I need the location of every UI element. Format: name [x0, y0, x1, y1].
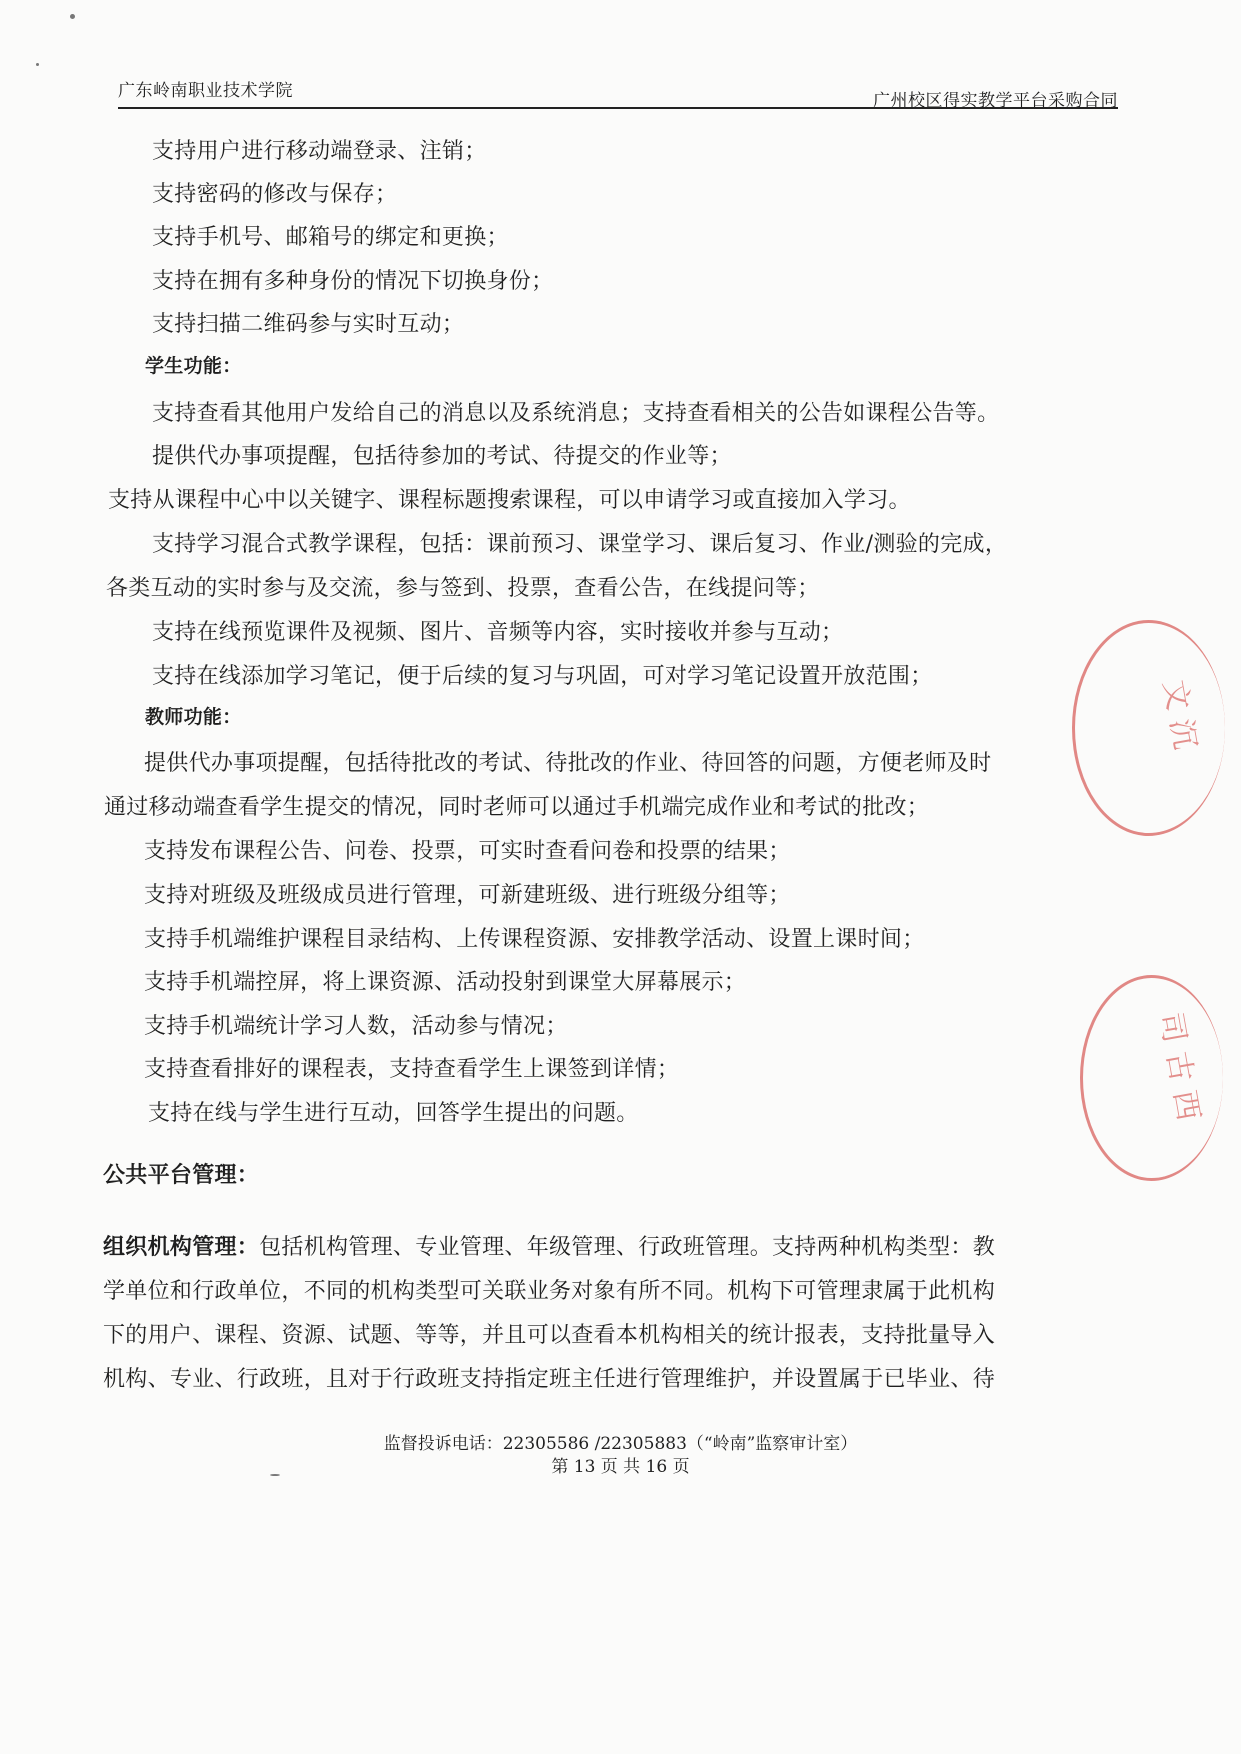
- platform-heading: 公共平台管理：: [103, 1163, 260, 1188]
- org-label: 组织机构管理：: [103, 1235, 260, 1260]
- teacher-item: 提供代办事项提醒，包括待批改的考试、待批改的作业、待回答的问题，方便老师及时: [144, 751, 992, 776]
- teacher-item: 支持在线与学生进行互动，回答学生提出的问题。: [148, 1101, 639, 1126]
- org-line-text: 包括机构管理、专业管理、年级管理、行政班管理。支持两种机构类型：教: [259, 1235, 996, 1260]
- teacher-item: 支持对班级及班级成员进行管理，可新建班级、进行班级分组等；: [144, 883, 791, 908]
- org-paragraph-line: [103, 1230, 995, 1261]
- seal-text-lower: 司 古 西: [1152, 1009, 1206, 1124]
- general-item: 支持密码的修改与保存；: [152, 182, 398, 207]
- teacher-item: 支持手机端维护课程目录结构、上传课程资源、安排教学活动、设置上课时间；: [144, 927, 925, 952]
- footer-page-number: 第 13 页 共 16 页: [551, 1457, 690, 1477]
- header-contract-title: 广州校区得实教学平台采购合同: [873, 91, 1118, 111]
- general-item: 支持手机号、邮箱号的绑定和更换；: [152, 225, 509, 250]
- header-institution: 广东岭南职业技术学院: [118, 81, 293, 101]
- seal-text-upper: 文 沉: [1156, 677, 1203, 752]
- student-heading: 学生功能：: [145, 355, 242, 377]
- teacher-item: 支持发布课程公告、问卷、投票，可实时查看问卷和投票的结果；: [144, 839, 791, 864]
- general-item: 支持在拥有多种身份的情况下切换身份；: [152, 269, 554, 294]
- student-item: 各类互动的实时参与及交流，参与签到、投票，查看公告，在线提问等；: [106, 576, 820, 601]
- student-item: 支持查看其他用户发给自己的消息以及系统消息；支持查看相关的公告如课程公告等。: [152, 401, 1000, 426]
- footer-supervision: 监督投诉电话：22305586 /22305883（“岭南”监察审计室）: [383, 1434, 858, 1454]
- student-item: 支持在线预览课件及视频、图片、音频等内容，实时接收并参与互动；: [152, 620, 844, 645]
- student-item: 提供代办事项提醒，包括待参加的考试、待提交的作业等；: [152, 444, 732, 469]
- org-paragraph-line: 机构、专业、行政班，且对于行政班支持指定班主任进行管理维护，并设置属于已毕业、待: [103, 1367, 996, 1392]
- general-item: 支持扫描二维码参与实时互动；: [152, 312, 465, 337]
- scan-speck: [36, 63, 39, 66]
- org-paragraph-line: 学单位和行政单位，不同的机构类型可关联业务对象有所不同。机构下可管理隶属于此机构: [103, 1279, 996, 1304]
- teacher-item: 支持查看排好的课程表，支持查看学生上课签到详情；: [144, 1057, 680, 1082]
- teacher-item: 通过移动端查看学生提交的情况，同时老师可以通过手机端完成作业和考试的批改；: [104, 795, 930, 820]
- header-divider: [118, 107, 1118, 109]
- teacher-item: 支持手机端控屏，将上课资源、活动投射到课堂大屏幕展示；: [144, 970, 747, 995]
- teacher-heading: 教师功能：: [145, 706, 242, 728]
- teacher-item: 支持手机端统计学习人数，活动参与情况；: [144, 1014, 568, 1039]
- scan-speck: [270, 1474, 280, 1476]
- page-header: [118, 72, 1118, 111]
- scan-speck: [70, 14, 75, 19]
- org-paragraph-line: 下的用户、课程、资源、试题、等等，并且可以查看本机构相关的统计报表，支持批量导入: [103, 1323, 996, 1348]
- student-item: 支持从课程中心中以关键字、课程标题搜索课程，可以申请学习或直接加入学习。: [108, 488, 911, 513]
- general-item: 支持用户进行移动端登录、注销；: [152, 139, 487, 164]
- student-item: 支持在线添加学习笔记，便于后续的复习与巩固，可对学习笔记设置开放范围；: [152, 664, 933, 689]
- student-item: 支持学习混合式教学课程，包括：课前预习、课堂学习、课后复习、作业/测验的完成，: [152, 532, 1008, 557]
